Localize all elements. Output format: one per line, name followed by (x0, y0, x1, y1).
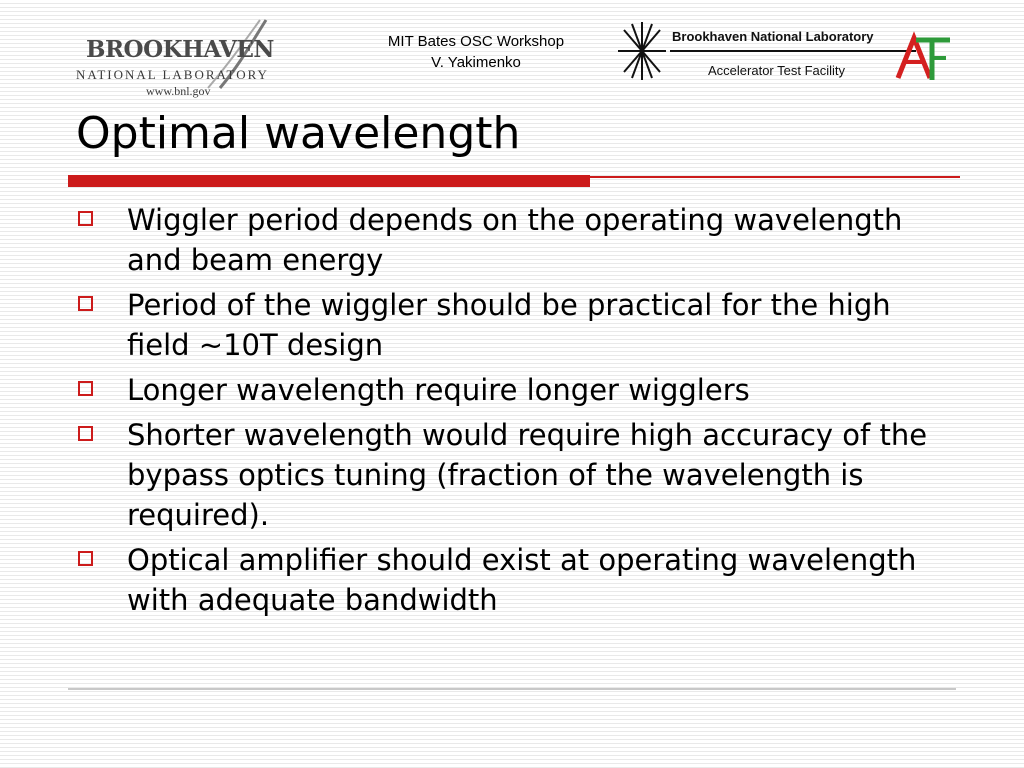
bullet-item (78, 200, 958, 280)
atf-lab-name: Brookhaven National Laboratory (672, 29, 874, 44)
bullet-text: Period of the wiggler should be practical for the high field ~10T design (127, 288, 891, 362)
atf-mark-icon (898, 38, 950, 80)
brookhaven-subtitle: NATIONAL LABORATORY (76, 67, 269, 82)
square-bullet-icon (78, 426, 93, 441)
title-underline-thin (590, 176, 960, 178)
square-bullet-icon (78, 296, 93, 311)
square-bullet-icon (78, 551, 93, 566)
header-center (346, 31, 606, 73)
bullet-item (78, 285, 958, 365)
bullet-text: Shorter wavelength would require high accuracy of the bypass optics tuning (fraction of the wavelength is required). (127, 418, 928, 532)
bullet-item (78, 415, 958, 535)
title-underline-thick (68, 175, 590, 187)
bullet-text: Wiggler period depends on the operating wavelength and beam energy (127, 203, 903, 277)
bullet-text: Longer wavelength require longer wigglers (127, 373, 750, 407)
bullet-list (78, 200, 958, 625)
bullet-item (78, 370, 958, 410)
atf-logo (616, 16, 966, 88)
workshop-name: MIT Bates OSC Workshop (387, 33, 565, 50)
bullet-text: Optical amplifier should exist at operating wavelength with adequate bandwidth (127, 543, 917, 617)
square-bullet-icon (78, 381, 93, 396)
presenter-name: V. Yakimenko (431, 54, 521, 71)
starburst-icon (618, 22, 666, 80)
bullet-item (78, 540, 958, 620)
square-bullet-icon (78, 211, 93, 226)
brookhaven-wordmark: BROOKHAVEN (86, 36, 274, 63)
brookhaven-url: www.bnl.gov (146, 84, 211, 98)
brookhaven-logo (70, 14, 290, 98)
footer-divider (68, 688, 956, 690)
slide-title: Optimal wavelength (76, 108, 521, 159)
atf-facility-name: Accelerator Test Facility (708, 63, 846, 78)
